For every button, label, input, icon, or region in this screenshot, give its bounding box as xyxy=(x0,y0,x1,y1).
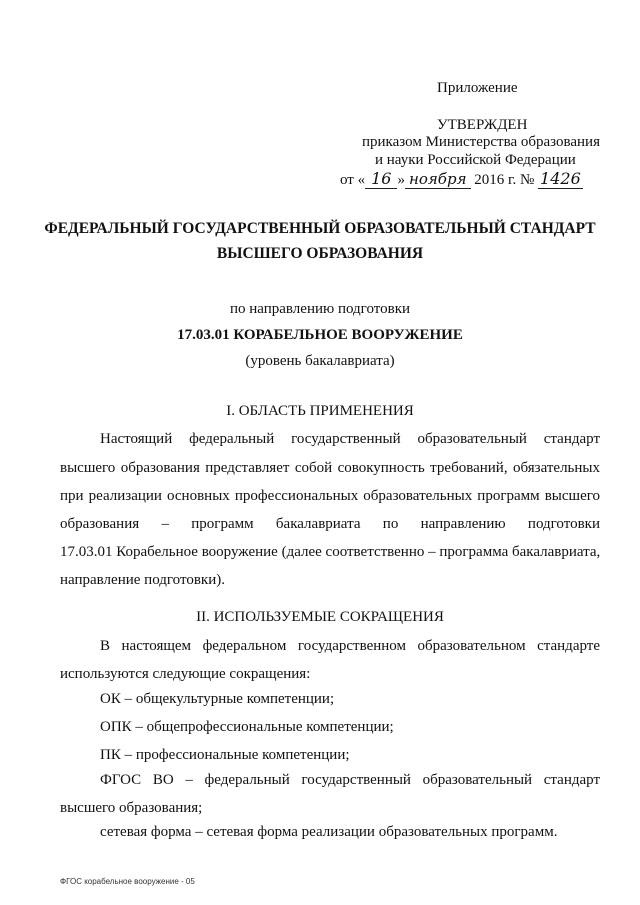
direction-label: по направлению подготовки xyxy=(229,301,411,317)
document-title-line-1: ФЕДЕРАЛЬНЫЙ ГОСУДАРСТВЕННЫЙ ОБРАЗОВАТЕЛЬНЫЙ СТАНДАРТ xyxy=(44,220,596,237)
section-1-heading: I. ОБЛАСТЬ ПРИМЕНЕНИЯ xyxy=(226,403,414,419)
abbr-ok: ОК – общекультурные компетенции; xyxy=(100,691,335,707)
section-1-line: при реализации основных профессиональных образовательных программ высшего xyxy=(60,488,600,504)
date-prefix: от « xyxy=(340,172,366,188)
section-2-intro-line-2: используются следующие сокращения: xyxy=(60,666,311,682)
order-line-1: приказом Министерства образования xyxy=(362,134,600,150)
appendix-label: Приложение xyxy=(437,80,518,96)
direction-level: (уровень бакалавриата) xyxy=(245,353,395,369)
page-footer: ФГОС корабельное вооружение - 05 xyxy=(60,877,195,886)
section-1-line: Настоящий федеральный государственный образовательный стандарт xyxy=(100,431,600,447)
order-number-handwritten: 1426 xyxy=(540,169,581,188)
section-2-intro-line-1: В настоящем федеральном государственном образовательном стандарте xyxy=(100,638,600,654)
order-date-line xyxy=(340,170,583,189)
date-month-handwritten: ноября xyxy=(405,170,471,189)
date-mid: » xyxy=(397,172,405,188)
section-1-line: высшего образования представляет собой совокупность требований, обязательных xyxy=(60,460,600,476)
abbr-fgos-line-1: ФГОС ВО – федеральный государственный образовательный стандарт xyxy=(100,772,600,788)
section-2-heading: II. ИСПОЛЬЗУЕМЫЕ СОКРАЩЕНИЯ xyxy=(196,609,444,625)
section-1-line: 17.03.01 Корабельное вооружение (далее соответственно – программа бакалавриата, xyxy=(60,544,601,560)
document-title-line-2: ВЫСШЕГО ОБРАЗОВАНИЯ xyxy=(216,245,424,262)
section-1-line: образования – программ бакалавриата по направлению подготовки xyxy=(60,516,600,532)
abbr-pk: ПК – профессиональные компетенции; xyxy=(100,747,350,763)
order-line-2: и науки Российской Федерации xyxy=(375,152,576,168)
direction-name: 17.03.01 КОРАБЕЛЬНОЕ ВООРУЖЕНИЕ xyxy=(177,327,463,343)
date-day-handwritten: 16 xyxy=(365,170,397,189)
abbr-fgos-line-2: высшего образования; xyxy=(60,800,203,816)
section-1-line: направление подготовки). xyxy=(60,572,225,588)
abbr-network-form: сетевая форма – сетевая форма реализации образовательных программ. xyxy=(100,824,558,840)
date-year: 2016 г. № xyxy=(474,172,535,188)
approved-label: УТВЕРЖДЕН xyxy=(437,117,528,133)
abbr-opk: ОПК – общепрофессиональные компетенции; xyxy=(100,719,394,735)
